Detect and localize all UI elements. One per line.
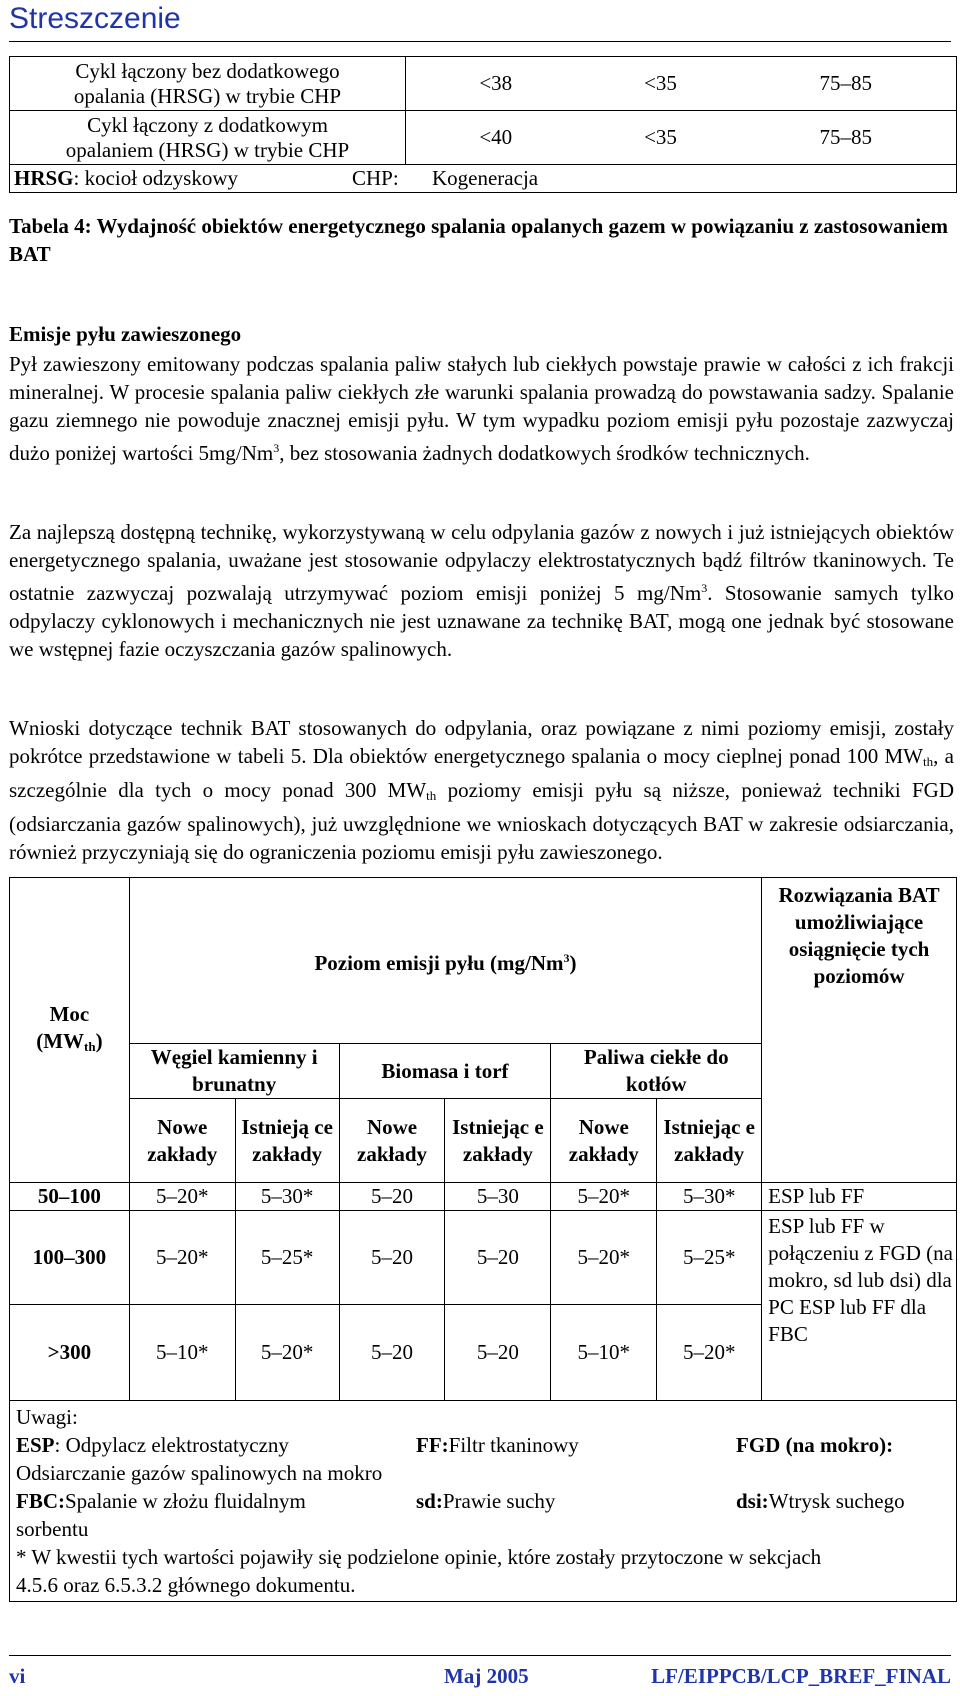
header-moc-unit: (MW	[36, 1028, 85, 1053]
superscript: 3	[273, 441, 280, 455]
table-cell: 5–10*	[129, 1305, 235, 1401]
table-cell: 5–30*	[657, 1183, 762, 1211]
abbr-dsi: dsi:	[736, 1489, 769, 1513]
header-existing-plants: Istnieją ce zakłady	[235, 1099, 339, 1183]
table-row	[10, 111, 957, 165]
paragraph-text: , bez stosowania żadnych dodatkowych środków technicznych.	[279, 441, 810, 465]
table5-dust-emissions	[9, 877, 957, 1602]
table-cell: 5–20	[445, 1211, 551, 1305]
table-cell-label	[10, 111, 406, 165]
abbr-esp: ESP	[16, 1433, 55, 1457]
table-notes-row	[10, 1401, 957, 1602]
notes-line	[16, 1487, 950, 1515]
page-header-title: Streszczenie	[9, 2, 181, 35]
table-cell: 5–20*	[551, 1211, 657, 1305]
header-bat: Rozwiązania BAT umożliwiające osiągnięcie tych poziomów	[762, 878, 957, 1099]
header-moc	[10, 878, 130, 1183]
paragraph-text: . Stosowanie samych tylko odpylaczy cyklonowych i mechanicznych nie jest uznawane za technikę BAT, mogą one jednak być stosowane we wstępnej fazie oczyszczania gazów spalinowych.	[9, 581, 955, 661]
empty-cell	[762, 1099, 957, 1183]
row-label-line: opalania (HRSG) w trybie CHP	[73, 83, 342, 108]
header-new-plants: Nowe zakłady	[551, 1099, 657, 1183]
table-cell: 5–25*	[235, 1211, 339, 1305]
paragraph-text: , a szczególnie dla tych o mocy ponad 300 MW	[9, 744, 954, 802]
table-notes-row	[10, 165, 957, 193]
superscript: 3	[563, 950, 570, 965]
cell-moc: 100–300	[10, 1211, 130, 1305]
table-cell: 5–30*	[235, 1183, 339, 1211]
table-cell: 5–20	[339, 1211, 445, 1305]
header-new-plants: Nowe zakłady	[129, 1099, 235, 1183]
table-cell: <38	[406, 57, 586, 111]
notes-line: sorbentu	[16, 1517, 89, 1541]
abbr-hrsg: HRSG	[14, 166, 74, 190]
table-notes	[10, 165, 957, 193]
table-header-row	[10, 1099, 957, 1183]
notes-line: Odsiarczanie gazów spalinowych na mokro	[16, 1461, 383, 1485]
header-fuel-biomass: Biomasa i torf	[339, 1044, 551, 1099]
header-existing-plants: Istniejąc e zakłady	[657, 1099, 762, 1183]
paragraph-text: Wnioski dotyczące technik BAT stosowanych do odpylania, oraz powiązane z nimi poziomy emisji, zostały pokrótce przedstawione w tabeli 5. Dla obiektów energetycznego spalania o mocy cieplnej ponad 100 MW	[9, 716, 954, 768]
table-cell: <35	[586, 57, 736, 111]
table-cell: 5–25*	[657, 1211, 762, 1305]
table-cell: 5–20*	[129, 1211, 235, 1305]
footer-divider	[9, 1655, 951, 1656]
table-cell: 5–20*	[129, 1183, 235, 1211]
table-cell: 5–30	[445, 1183, 551, 1211]
abbr-fbc: FBC:	[16, 1489, 65, 1513]
table4-caption: Tabela 4: Wydajność obiektów energetycznego spalania opalanych gazem w powiązaniu z zastosowaniem BAT	[9, 214, 948, 266]
table-cell: 5–10*	[551, 1305, 657, 1401]
header-text: Poziom emisji pyłu (mg/Nm	[314, 950, 564, 975]
table5-notes	[10, 1401, 957, 1602]
cell-moc: >300	[10, 1305, 130, 1401]
subscript: th	[84, 1038, 96, 1054]
paragraph-text: poziomy emisji pyłu są niższe, ponieważ techniki FGD (odsiarczania gazów spalinowych), już uwzględnione we wnioskach dotyczących BAT w zakresie odsiarczania, również przyczyniają się do ograniczenia poziomu emisji pyłu zawieszonego.	[9, 778, 954, 864]
header-emission-level	[129, 878, 761, 1044]
paragraph-1	[9, 350, 954, 467]
footer-page-number: vi	[9, 1664, 26, 1688]
abbr-hrsg-text: : kocioł odzyskowy	[73, 166, 238, 190]
paragraph-2	[9, 518, 954, 663]
notes-footnote: * W kwestii tych wartości pojawiły się podzielone opinie, które zostały przytoczone w sekcjach 4.5.6 oraz 6.5.3.2 głównego dokumentu.	[16, 1545, 822, 1597]
abbr-text: Spalanie w złożu fluidalnym	[65, 1489, 306, 1513]
subscript: th	[923, 754, 934, 769]
cell-bat-merged: ESP lub FF w połączeniu z FGD (na mokro, sd lub dsi) dla PC ESP lub FF dla FBC	[762, 1211, 957, 1401]
row-label-line: opalaniem (HRSG) w trybie CHP	[65, 137, 350, 162]
table-cell: 75–85	[736, 111, 957, 165]
header-new-plants: Nowe zakłady	[339, 1099, 445, 1183]
notes-title: Uwagi:	[16, 1405, 78, 1429]
table-cell: 5–20*	[657, 1305, 762, 1401]
paragraph-3	[9, 714, 954, 866]
abbr-text: : Odpylacz elektrostatyczny	[54, 1433, 289, 1457]
header-moc-label: Moc	[49, 1001, 90, 1026]
superscript: 3	[701, 581, 708, 595]
footer-date: Maj 2005	[444, 1664, 529, 1688]
header-existing-plants: Istniejąc e zakłady	[445, 1099, 551, 1183]
abbr-text: Filtr tkaninowy	[448, 1433, 579, 1457]
header-fuel-coal: Węgiel kamienny i brunatny	[129, 1044, 339, 1099]
table-cell: <35	[586, 111, 736, 165]
footer-doc-code: LF/EIPPCB/LCP_BREF_FINAL	[651, 1664, 951, 1688]
abbr-chp: CHP:	[352, 166, 399, 190]
section-title: Emisje pyłu zawieszonego	[9, 322, 242, 346]
notes-line	[16, 1431, 950, 1459]
cell-bat: ESP lub FF	[762, 1183, 957, 1211]
header-text: )	[569, 950, 577, 975]
table4-continuation	[9, 56, 957, 193]
table-cell: 75–85	[736, 57, 957, 111]
table-cell: 5–20	[445, 1305, 551, 1401]
abbr-ff: FF:	[416, 1433, 449, 1457]
row-label-line: Cykl łączony z dodatkowym	[87, 112, 328, 137]
header-fuel-liquid: Paliwa ciekłe do kotłów	[551, 1044, 762, 1099]
table-row	[10, 1183, 957, 1211]
table-cell: 5–20*	[551, 1183, 657, 1211]
header-divider	[9, 41, 951, 42]
table-row	[10, 57, 957, 111]
abbr-chp-text: Kogeneracja	[432, 166, 539, 190]
table-header-row	[10, 878, 957, 1044]
abbr-text: Prawie suchy	[442, 1489, 556, 1513]
table-cell-label	[10, 57, 406, 111]
table-cell: <40	[406, 111, 586, 165]
abbr-sd: sd:	[416, 1489, 443, 1513]
table-cell: 5–20	[339, 1183, 445, 1211]
cell-moc: 50–100	[10, 1183, 130, 1211]
table-cell: 5–20*	[235, 1305, 339, 1401]
table-row	[10, 1211, 957, 1305]
table-cell: 5–20	[339, 1305, 445, 1401]
header-moc-unit: )	[95, 1028, 103, 1053]
row-label-line: Cykl łączony bez dodatkowego	[75, 58, 340, 83]
abbr-text: Wtrysk suchego	[768, 1489, 905, 1513]
paragraph-text: Pył zawieszony emitowany podczas spalania paliw stałych lub ciekłych powstaje prawie w całości z ich frakcji mineralnej. W procesie spalania paliw ciekłych złe warunki spalania prowadzą do powstawania sadzy. Spalanie gazu ziemnego nie powoduje znacznej emisji pyłu. W tym wypadku poziom emisji pyłu pozostaje zazwyczaj dużo poniżej wartości 5mg/Nm	[9, 352, 954, 465]
abbr-fgd: FGD (na mokro):	[736, 1433, 894, 1457]
subscript: th	[426, 788, 437, 803]
paragraph-text: Za najlepszą dostępną technikę, wykorzystywaną w celu odpylania gazów z nowych i już istniejących obiektów energetycznego spalania, uważane jest stosowanie odpylaczy elektrostatycznych bądź filtrów tkaninowych. Te ostatnie zazwyczaj pozwalają utrzymywać poziom emisji poniżej 5 mg/Nm	[9, 520, 954, 605]
